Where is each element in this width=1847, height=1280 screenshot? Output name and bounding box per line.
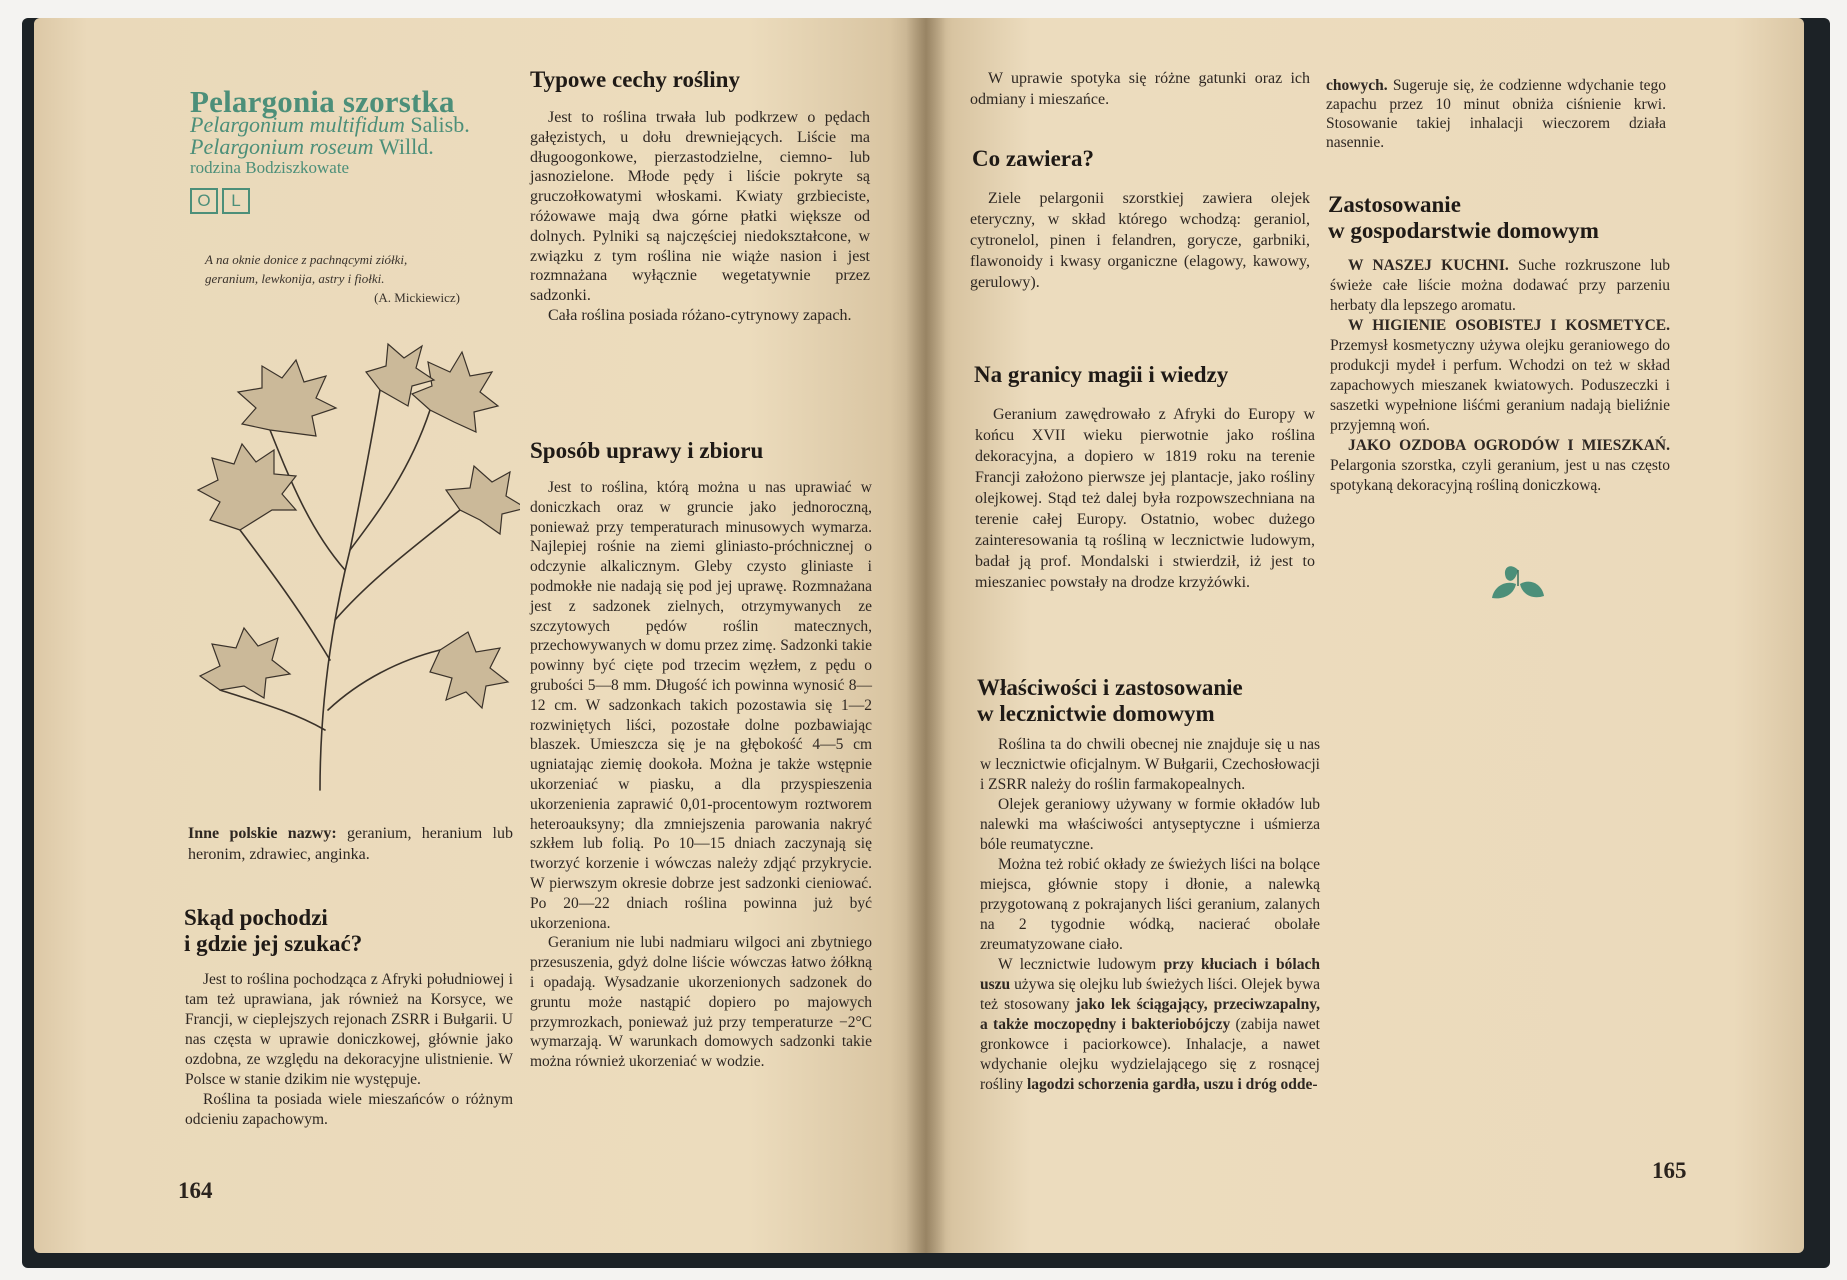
book-gutter: [906, 18, 946, 1253]
magic-text: Geranium zawędrowało z Afryki do Europy w końcu XVII wieku pierwotnie jako roślina dekoracyjna, a dopiero w 1819 roku na terenie Francji założono pierwsze jej plantacje, jako rośliny olejkowej. Stąd też dalej była rozpowszechniana na terenie całej Europy. Ostatnio, wobec dużego zainteresowania tą rośliną w lecznictwie ludowym, badał ją prof. Mondalski i stwierdził, iż jest to mieszaniec powstały na drodze krzyżówki.: [975, 406, 1315, 591]
contents-heading: Co zawiera?: [972, 146, 1094, 171]
badge-l: L: [222, 188, 250, 214]
medicine-text: Roślina ta do chwili obecnej nie znajduje się u nas w lecznictwie oficjalnym. W Bułgarii, Czechosłowacji i ZSRR należy do roślin farmakopealnych. Olejek geraniowy używany w formie okładów lub nalewki ma właściwości antyseptyczne i uśmierza bóle reumatyczne. Można też robić okłady ze świeżych liści na bolące miejsca, głównie stopy i dłonie, a nalewką przygotowaną z pokrajanych liści geranium, zalanych na 2 tygodnie wódką, nacierać obolałe zreumatyzowane ciało. W lecznictwie ludowym przy kłuciach i bólach uszu używa się olejku lub świeżych liści. Olejek bywa też stosowany jako lek ściągający, przeciwzapalny, a także moczopędny i bakteriobójczy (zabija nawet gronkowce i paciorkowce). Inhalacje, a nawet wdychanie olejku wydzielającego się z rosnącej rośliny lagodzi schorzenia gardła, uszu i dróg odde-: [980, 736, 1321, 1093]
contents-text: Ziele pelargonii szorstkiej zawiera olejek eteryczny, w skład którego wchodzą: geraniol, cytronelol, pinen i felandren, gorycze, garbniki, flawonoidy i kwasy organiczne (elagowy, kawowy, gerulowy).: [970, 190, 1310, 291]
epigraph-quote: A na oknie donice z pachnącymi ziółki, geranium, lewkonija, astry i fiołki. (A. Mickiewicz): [205, 252, 460, 305]
plant-title: Pelargonia szorstka: [190, 84, 455, 119]
where-text: Jest to roślina pochodząca z Afryki południowej i tam też uprawiana, jak również na Korsyce, we Francji, w cieplejszych rejonach ZSRR i Bułgarii. U nas częsta w uprawie doniczkowej, głównie jako ozdobna, ze względu na dekoracyjne ulistnienie. W Polsce w stanie dzikim nie występuje. Roślina ta posiada wiele mieszańców o różnym odcieniu zapachowym.: [185, 971, 513, 1128]
household-heading: Zastosowanie w gospodarstwie domowym: [1328, 192, 1599, 243]
cultivation-heading: Sposób uprawy i zbioru: [530, 438, 764, 463]
usage-badges: [190, 188, 250, 214]
latin-name-1: Pelargonium multifidum Salisb.: [190, 112, 470, 137]
page-number-right: 165: [1652, 1158, 1687, 1183]
household-text: W NASZEJ KUCHNI. Suche rozkruszone lub świeże całe liście można dodawać przy parzeniu herbaty dla lepszego aromatu. W HIGIENIE OSOBISTEJ I KOSMETYCE. Przemysł kosmetyczny używa olejku geraniowego do produkcji mydeł i perfum. Wchodzi on też w skład zapachowych mieszanek kwiatowych. Poduszeczki i saszetki wypełnione liśćmi geranium nadają bieliźnie przyjemną woń. JAKO OZDOBA OGRODÓW I MIESZKAŃ. Pelargonia szorstka, czyli geranium, jest u nas często spotykaną dekoracyjną rośliną doniczkową.: [1330, 257, 1670, 494]
page-number-left: 164: [178, 1178, 213, 1203]
traits-heading: Typowe cechy rośliny: [530, 67, 740, 92]
leaf-ornament-icon: [1488, 562, 1548, 604]
badge-o: O: [190, 188, 218, 214]
other-names: Inne polskie nazwy: geranium, heranium lub heronim, zdrawiec, anginka.: [188, 825, 514, 863]
pelargonium-illustration: [180, 330, 520, 800]
medicine-heading: Właściwości i zastosowanie w lecznictwie domowym: [977, 675, 1243, 726]
plant-family: rodzina Bodziszkowate: [190, 158, 350, 177]
intro-text: W uprawie spotyka się różne gatunki oraz ich odmiany i mieszańce.: [970, 70, 1310, 108]
traits-text: Jest to roślina trwała lub podkrzew o pędach gałęzistych, u dołu drewniejących. Liście ma długoogonkowe, pierzastodzielne, ciemno- lub jasnozielone. Młode pędy i liście pokryte są gruczołkowatymi włoskami. Kwiaty grzbieciste, różowawe mają dwa górne płatki większe od dolnych. Pylniki są najczęściej niedokształcone, w związku z tym roślina nie wiąże nasion i jest rozmnażana wyłącznie wegetatywnie przez sadzonki. Cała roślina posiada różano-cytrynowy zapach.: [530, 109, 870, 324]
latin-name-2: Pelargonium roseum Willd.: [190, 134, 434, 159]
magic-heading: Na granicy magii i wiedzy: [974, 362, 1229, 387]
col2-continuation: chowych. Sugeruje się, że codzienne wdychanie tego zapachu przez 10 minut obniża ciśnienie krwi. Stosowanie takiej inhalacji wieczorem działa nasennie.: [1326, 77, 1667, 151]
where-heading: Skąd pochodzi i gdzie jej szukać?: [184, 905, 363, 956]
cultivation-text: Jest to roślina, którą można u nas uprawiać w doniczkach oraz w gruncie jako jednoroczną, ponieważ przy temperaturach minusowych wymarza. Najlepiej rośnie na ziemi gliniasto-próchnicznej o odczynie alkalicznym. Gleby czysto gliniaste i podmokłe nie nadają się pod jej uprawę. Rozmnażana jest z sadzonek zielnych, otrzymywanych ze szczytowych pędów roślin matecznych, przechowywanych w domu przez zimę. Sadzonki takie powinny być cięte pod trzecim węzłem, z pędu o grubości 5—8 mm. Długość ich powinna wynosić 8—12 cm. W sadzonkach takich pozostawia się 1—2 rozwiniętych liści, pozostałe dolne pozbawiając blaszek. Umieszcza się je na głębokość 4—5 cm ugniatając ziemię dookoła. Można je także wstępnie ukorzeniać w piasku, a dla przyspieszenia ukorzenienia zaprawić 0,01-procentowym roztworem heteroauksyny; dla zmniejszenia parowania nakryć szkłem lub folią. Po 10—15 dniach zaczynają się tworzyć korzenie i wówczas należy zdjąć przykrycie. W pierwszym okresie dobrze jest sadzonki cieniować. Po 20—22 dniach roślina powinna już być ukorzeniona. Geranium nie lubi nadmiaru wilgoci ani zbytniego przesuszenia, gdyż dolne liście wówczas łatwo żółkną i opadają. Wysadzanie ukorzenionych sadzonek do gruntu może nastąpić dopiero po majowych przymrozkach, ponieważ już przy temperaturze −2°C wymarzają. W warunkach domowych sadzonki takie można również ukorzeniać w wodzie.: [530, 479, 872, 1071]
